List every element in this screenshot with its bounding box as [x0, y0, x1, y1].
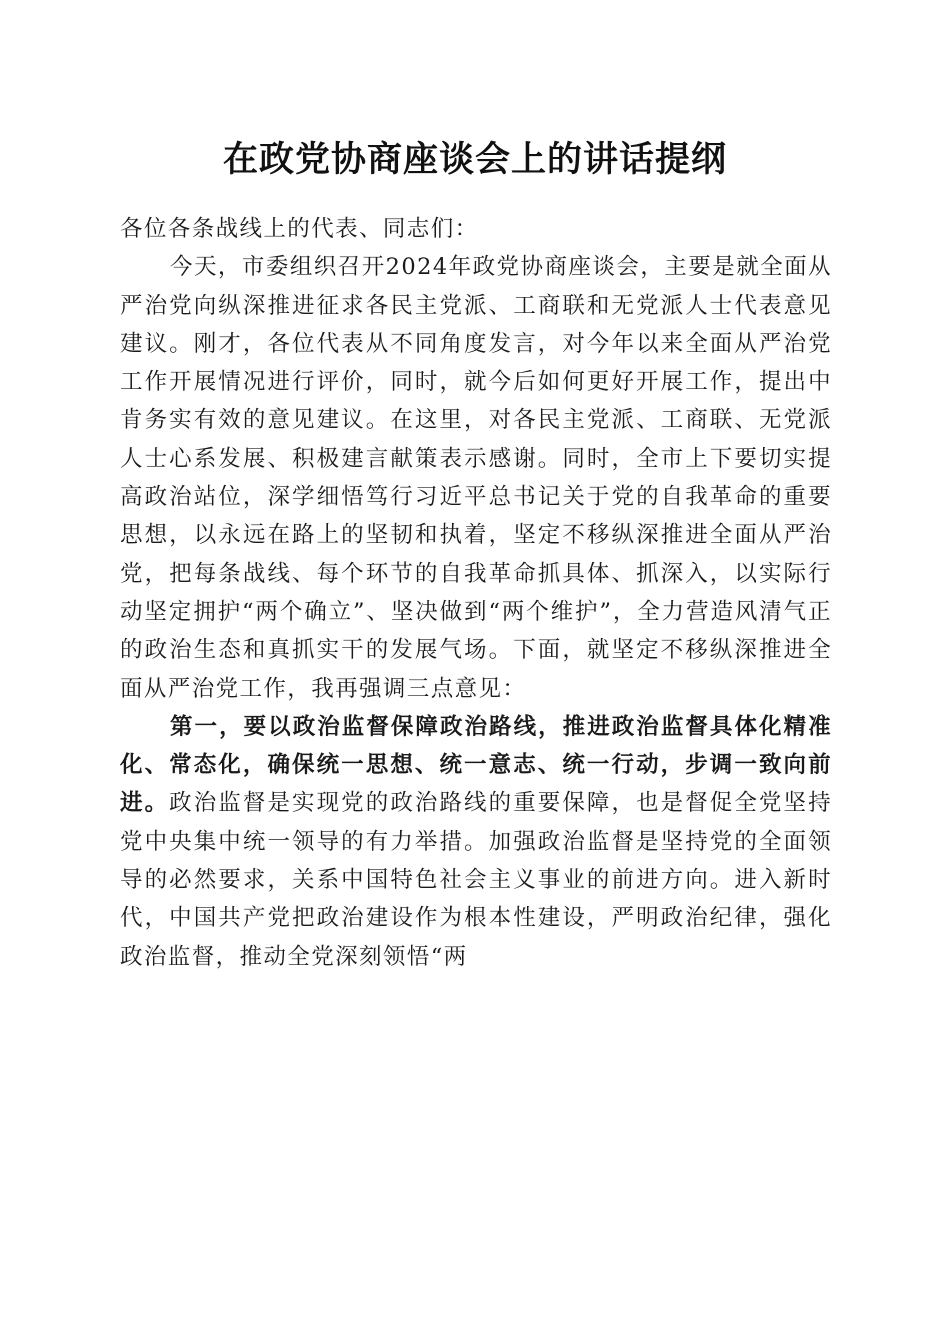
- document-body: [120, 210, 832, 976]
- point-one-heading: 第一，要以政治监督保障政治路线，推进政治监督具体化精准化、常态化，确保统一思想、统一意志、统一行动，步调一致向前进。: [120, 713, 832, 817]
- salutation: 各位各条战线上的代表、同志们：: [120, 216, 479, 242]
- paragraph-point-one: [120, 708, 832, 976]
- document-title: 在政党协商座谈会上的讲话提纲: [222, 139, 727, 180]
- paragraph-intro-text: 今天，市委组织召开2024年政党协商座谈会，主要是就全面从严治党向纵深推进征求各民主党派、工商联和无党派人士代表意见建议。刚才，各位代表从不同角度发言，对今年以来全面从严治党工作开展情况进行评价，同时，就今后如何更好开展工作，提出中肯务实有效的意见建议。在这里，对各民主党派、工商联、无党派人士心系发展、积极建言献策表示感谢。同时，全市上下要切实提高政治站位，深学细悟笃行习近平总书记关于党的自我革命的重要思想，以永远在路上的坚韧和执着，坚定不移纵深推进全面从严治党，把每条战线、每个环节的自我革命抓具体、抓深入，以实际行动坚定拥护“两个确立”、坚决做到“两个维护”，全力营造风清气正的政治生态和真抓实干的发展气场。下面，就坚定不移纵深推进全面从严治党工作，我再强调三点意见：: [120, 254, 832, 702]
- paragraph-intro: [120, 248, 832, 708]
- point-one-text: 政治监督是实现党的政治路线的重要保障，也是督促全党坚持党中央集中统一领导的有力举措。加强政治监督是坚持党的全面领导的必然要求，关系中国特色社会主义事业的前进方向。进入新时代，中国共产党把政治建设作为根本性建设，严明政治纪律，强化政治监督，推动全党深刻领悟“两: [120, 790, 832, 970]
